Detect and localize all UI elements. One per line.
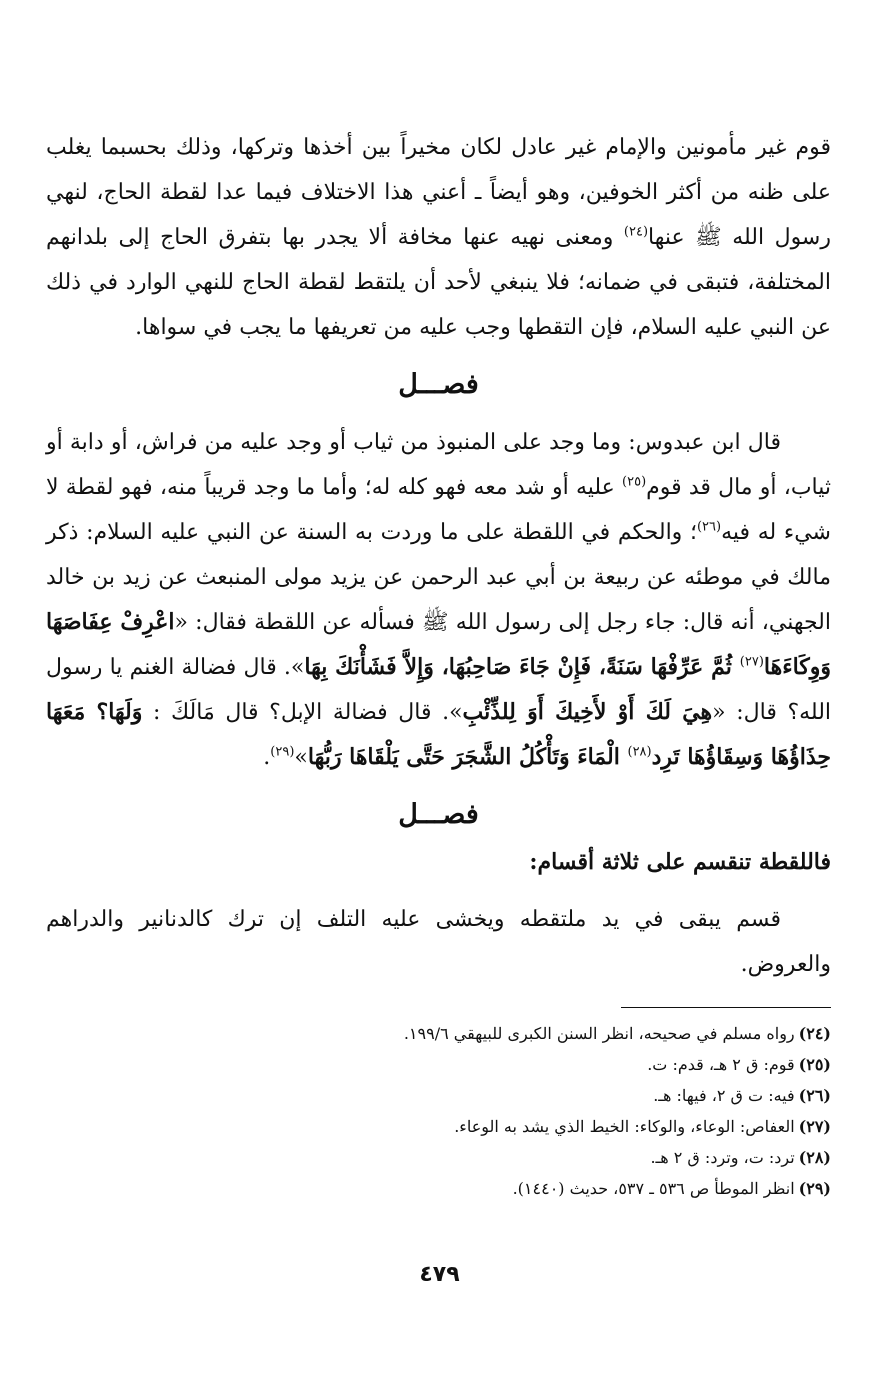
section-heading-1 xyxy=(46,360,831,410)
hadith-quote: هِيَ لَكَ أَوْ لأَخِيكَ أَوَ لِلذِّئْبِ xyxy=(462,699,713,725)
page-number: ٤٧٩ xyxy=(419,1262,460,1287)
footnote-number: (٢٨) xyxy=(798,1148,831,1167)
footnote-27 xyxy=(46,1111,831,1142)
paragraph-text: » xyxy=(294,745,308,770)
section-heading-2 xyxy=(46,790,831,840)
footnote-ref-26[interactable]: (٢٦) xyxy=(696,519,722,535)
page-body xyxy=(46,125,831,1204)
footnote-number: (٢٧) xyxy=(798,1117,831,1136)
footnote-number: (٢٦) xyxy=(798,1086,831,1105)
footnote-number: (٢٥) xyxy=(798,1055,831,1074)
footnote-text: رواه مسلم في صحيحه، انظر السنن الكبرى للبيهقي ١٩٩/٦. xyxy=(403,1024,795,1043)
footnote-ref-24[interactable]: (٢٤) xyxy=(623,224,649,240)
footnote-text: ترد: ت، وترد: ق ٢ هـ. xyxy=(650,1148,795,1167)
footnote-28 xyxy=(46,1142,831,1173)
footnote-divider xyxy=(621,1007,831,1008)
hadith-quote: وَلَهَا؟ مَعَهَا حِذَاؤُهَا وَسِقَاؤُهَا تَرِد xyxy=(46,699,831,770)
hadith-quote: ثُمَّ عَرِّفْهَا سَنَةً، فَإِنْ جَاءَ صَاحِبُهَا، وَإِلاَّ فَشَأْنَكَ بِهَا xyxy=(304,654,740,680)
hadith-quote: اعْرِفْ عِفَاصَهَا وَوِكَاءَهَا xyxy=(46,609,831,680)
paragraph-text: قوم غير مأمونين والإمام غير عادل لكان مخيراً بين أخذها وتركها، وذلك بحسبما يغلب على ظنه من أكثر الخوفين، وهو أيضاً ـ أعني هذا الاختلاف فيما عدا لقطة الحاج، لنهي رسول الله ﷺ عنها xyxy=(46,135,831,250)
paragraph-first-type: قسم يبقى في يد ملتقطه ويخشى عليه التلف إن ترك كالدنانير والدراهم والعروض. xyxy=(46,907,831,977)
footnote-text: انظر الموطأ ص ٥٣٦ ـ ٥٣٧، حديث (١٤٤٠). xyxy=(512,1179,795,1198)
footnote-29 xyxy=(46,1173,831,1204)
footnote-text: فيه: ت ق ٢، فيها: هـ. xyxy=(653,1086,795,1105)
subheading-three-types: فاللقطة تنقسم على ثلاثة أقسام: xyxy=(529,849,831,875)
paragraph-text: قال ابن عبدوس: وما وجد على المنبوذ من ثياب أو وجد عليه من فراش، أو دابة أو ثياب، أو مال قد قوم xyxy=(46,430,831,500)
hadith-quote: الْمَاءَ وَتَأْكُلُ الشَّجَرَ حَتَّى يَلْقَاهَا رَبُّهَا xyxy=(307,744,628,770)
footnote-24 xyxy=(46,1018,831,1049)
footnote-ref-29[interactable]: (٢٩) xyxy=(270,744,295,760)
paragraph-text: عليه أو شد معه فهو كله له؛ وأما ما وجد قريباً منه، فهو لقطة لا شيء له فيه xyxy=(46,475,831,545)
paragraph-text-continued: ومعنى نهيه عنها مخافة ألا يجدر بها بتفرق الحاج إلى بلدانهم المختلفة، فتبقى في ضمانه؛ فلا ينبغي لأحد أن يلتقط لقطة الحاج للنهي الوارد في ذلك عن النبي عليه السلام، فإن التقطها وجب عليه من تعريفها ما يجب في سواها. xyxy=(46,225,831,340)
footnote-number: (٢٤) xyxy=(798,1024,831,1043)
footnote-ref-25[interactable]: (٢٥) xyxy=(622,474,647,490)
footnote-ref-28[interactable]: (٢٨) xyxy=(627,744,652,760)
footnote-text: العفاص: الوعاء، والوكاء: الخيط الذي يشد به الوعاء. xyxy=(454,1117,795,1136)
paragraph-text: ». قال فضالة الغنم يا رسول الله؟ قال: « xyxy=(46,655,832,725)
section-heading-text: فصـــل xyxy=(398,369,479,400)
paragraph-text: ». قال فضالة الإبل؟ قال مَالَكَ : xyxy=(142,700,463,725)
footnote-text: قوم: ق ٢ هـ، قدم: ت. xyxy=(647,1055,795,1074)
paragraph-lost-property-hajj xyxy=(46,125,831,350)
footnote-25 xyxy=(46,1049,831,1080)
footnote-number: (٢٩) xyxy=(798,1179,831,1198)
paragraph-text: ؛ والحكم في اللقطة على ما وردت به السنة عن النبي عليه السلام: ذكر مالك في موطئه عن ربيعة بن أبي عبد الرحمن عن يزيد مولى المنبعث عن زيد بن خالد الجهني، أنه قال: جاء رجل إلى رسول الله ﷺ فسأله عن اللقطة فقال: « xyxy=(46,520,831,635)
footnotes-list xyxy=(46,1018,831,1204)
paragraph-ibn-abdus xyxy=(46,420,831,780)
footnote-ref-27[interactable]: (٢٧) xyxy=(739,654,764,670)
section-heading-text: فصـــل xyxy=(398,799,479,830)
footnote-26 xyxy=(46,1080,831,1111)
paragraph-text: . xyxy=(263,745,271,770)
